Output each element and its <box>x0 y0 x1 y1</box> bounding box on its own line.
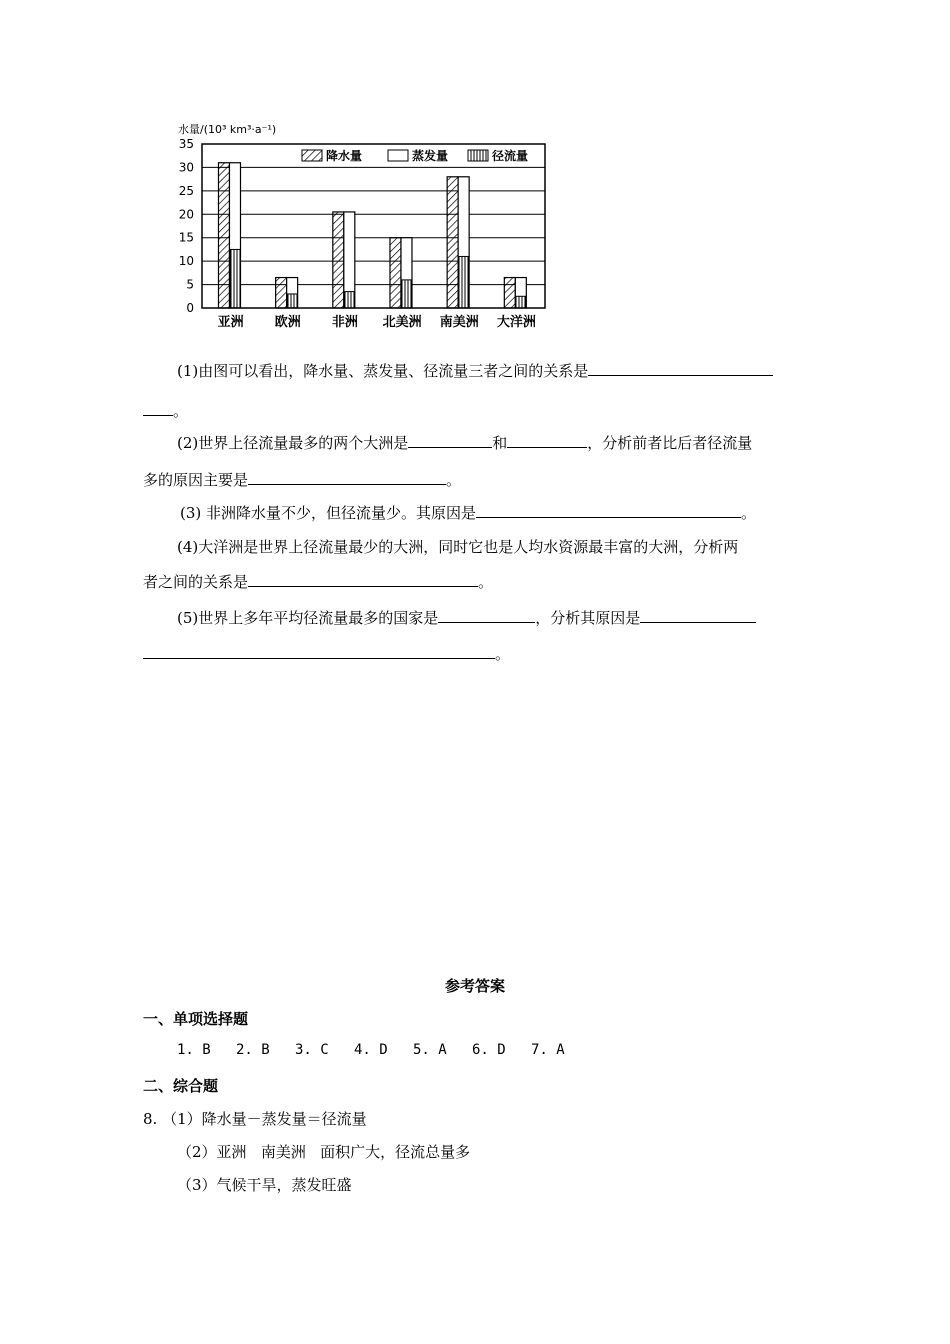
bar-径流量 <box>401 280 411 308</box>
question-4-end: 。 <box>478 573 494 591</box>
question-5-end: 。 <box>495 645 511 663</box>
section-1-heading: 一、单项选择题 <box>143 1010 249 1028</box>
x-tick-label: 非洲 <box>331 315 358 330</box>
question-3-end: 。 <box>741 504 757 522</box>
x-tick-label: 北美洲 <box>382 315 422 330</box>
question-5-text-b: ，分析其原因是 <box>535 609 641 627</box>
x-tick-label: 大洋洲 <box>496 315 536 330</box>
answer-8-1: 8. （1）降水量－蒸发量＝径流量 <box>143 1110 367 1128</box>
legend-swatch <box>302 150 322 161</box>
answers-title: 参考答案 <box>444 977 505 995</box>
question-2-text-c: ，分析前者比后者径流量 <box>587 434 753 452</box>
answer-blank[interactable] <box>476 502 741 518</box>
question-3 <box>180 502 756 523</box>
legend-label: 蒸发量 <box>412 149 449 163</box>
y-axis-label: 水量/(10³ km³·a⁻¹) <box>178 123 277 136</box>
water-balance-chart <box>170 118 560 333</box>
question-4-cont <box>143 571 493 592</box>
answer-blank[interactable] <box>438 607 535 623</box>
legend-label: 降水量 <box>326 149 363 163</box>
question-2-text-b: 和 <box>492 434 508 452</box>
question-2 <box>177 432 752 453</box>
y-tick-label: 25 <box>178 183 194 198</box>
y-tick-label: 35 <box>178 137 194 151</box>
y-tick-label: 30 <box>178 160 194 175</box>
question-2-end: 。 <box>446 471 462 489</box>
bar-径流量 <box>459 256 469 308</box>
bar-径流量 <box>287 294 297 308</box>
bar-径流量 <box>516 296 526 308</box>
question-1-text: (1)由图可以看出，降水量、蒸发量、径流量三者之间的关系是 <box>177 362 589 380</box>
question-4-text-b: 者之间的关系是 <box>143 573 249 591</box>
section-2-heading: 二、综合题 <box>143 1077 219 1095</box>
answer-8-2: （2）亚洲 南美洲 面积广大，径流总量多 <box>177 1143 471 1161</box>
question-1-cont <box>143 400 188 421</box>
question-5-cont <box>143 643 510 664</box>
answer-blank[interactable] <box>143 643 495 659</box>
bar-径流量 <box>344 292 354 308</box>
bar-降水量 <box>447 177 458 308</box>
legend-swatch <box>388 150 408 161</box>
bar-降水量 <box>504 278 515 308</box>
bar-降水量 <box>276 278 287 308</box>
question-4 <box>177 537 738 557</box>
x-tick-label: 亚洲 <box>217 315 244 330</box>
mc-answers: 1. B 2. B 3. C 4. D 5. A 6. D 7. A <box>177 1042 565 1058</box>
question-5-text-a: (5)世界上多年平均径流量最多的国家是 <box>177 609 439 627</box>
question-2-text-a: (2)世界上径流量最多的两个大洲是 <box>177 434 409 452</box>
question-4-text-a: (4)大洋洲是世界上径流量最少的大洲，同时它也是人均水资源最丰富的大洲，分析两 <box>177 538 739 556</box>
answer-8-3: （3）气候干旱，蒸发旺盛 <box>177 1176 352 1194</box>
question-5 <box>177 607 756 628</box>
chart-svg <box>170 118 560 333</box>
question-1-end: 。 <box>173 402 189 420</box>
plot-frame <box>202 144 545 308</box>
answer-blank[interactable] <box>248 571 478 587</box>
y-tick-label: 0 <box>186 301 194 315</box>
bar-降水量 <box>333 212 344 308</box>
answer-blank[interactable] <box>143 400 173 416</box>
answer-blank[interactable] <box>588 360 773 376</box>
question-3-text: (3) 非洲降水量不少，但径流量少。其原因是 <box>180 504 477 522</box>
legend-swatch <box>468 150 488 161</box>
legend-label: 径流量 <box>492 149 529 163</box>
answer-blank[interactable] <box>248 469 446 485</box>
question-1 <box>177 360 773 381</box>
answer-blank[interactable] <box>507 432 587 448</box>
answer-blank[interactable] <box>640 607 756 623</box>
x-tick-label: 欧洲 <box>274 315 301 330</box>
x-tick-label: 南美洲 <box>439 315 479 330</box>
answer-blank[interactable] <box>408 432 492 448</box>
y-tick-label: 5 <box>186 277 194 292</box>
bar-降水量 <box>390 238 401 308</box>
y-tick-label: 20 <box>178 207 194 222</box>
bar-径流量 <box>230 249 240 308</box>
question-2-text-d: 多的原因主要是 <box>143 471 249 489</box>
question-2-cont <box>143 469 461 490</box>
y-tick-label: 15 <box>178 230 194 245</box>
y-tick-label: 10 <box>178 254 194 269</box>
bar-降水量 <box>218 163 229 308</box>
